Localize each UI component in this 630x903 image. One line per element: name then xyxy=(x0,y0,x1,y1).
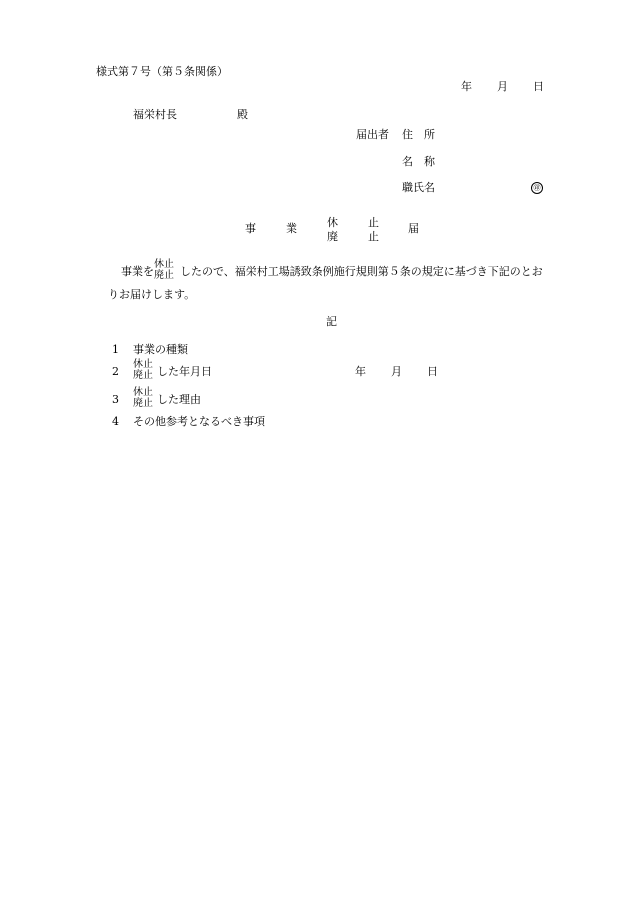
ki-heading: 記 xyxy=(326,315,337,328)
title-part-3: 届 xyxy=(408,222,419,235)
body-option-top: 休止 xyxy=(154,259,174,270)
item-2-day: 日 xyxy=(427,365,438,378)
item-2-month: 月 xyxy=(391,365,402,378)
item-2-number: 2 xyxy=(112,365,119,378)
item-4-number: 4 xyxy=(112,415,119,428)
body-suffix: したので、福栄村工場誘致条例施行規則第５条の規定に基づき下記のとお xyxy=(180,265,543,278)
applicant-address-label: 住 所 xyxy=(402,128,435,141)
applicant-title-name-label: 職氏名 xyxy=(402,181,435,194)
title-part-2: 業 xyxy=(286,222,297,235)
title-option-1 xyxy=(327,216,338,244)
seal-stamp: ㊞ xyxy=(531,182,543,194)
item-2-option-top: 休止 xyxy=(133,359,153,370)
applicant-name-label: 名 称 xyxy=(402,155,435,168)
item-1-number: 1 xyxy=(112,343,119,356)
title-option-top-1: 休 xyxy=(327,216,338,229)
date-year: 年 xyxy=(461,80,472,93)
title-part-1: 事 xyxy=(245,222,256,235)
applicant-label: 届出者 xyxy=(356,128,389,141)
title-option-bottom-2: 止 xyxy=(368,230,379,243)
title-option-top-2: 止 xyxy=(368,216,379,229)
item-3-option-top: 休止 xyxy=(133,387,153,398)
item-2-option-bottom: 廃止 xyxy=(133,370,153,381)
body-prefix: 事業を xyxy=(121,265,154,278)
item-2-suffix: した年月日 xyxy=(157,365,212,378)
item-4-label: その他参考となるべき事項 xyxy=(133,415,265,428)
item-2-year: 年 xyxy=(355,365,366,378)
item-1-label: 事業の種類 xyxy=(133,343,188,356)
item-3-suffix: した理由 xyxy=(157,393,201,406)
body-option xyxy=(154,259,174,281)
item-2-option xyxy=(133,359,153,381)
item-3-option xyxy=(133,387,153,409)
item-3-number: 3 xyxy=(112,393,119,406)
body-option-bottom: 廃止 xyxy=(154,270,174,281)
body-line-2: りお届けします。 xyxy=(108,288,196,301)
date-day: 日 xyxy=(533,80,544,93)
form-number: 様式第７号（第５条関係） xyxy=(96,65,228,78)
title-option-bottom-1: 廃 xyxy=(327,230,338,243)
item-3-option-bottom: 廃止 xyxy=(133,398,153,409)
date-month: 月 xyxy=(497,80,508,93)
title-option-2 xyxy=(368,216,379,244)
addressee-name: 福栄村長 xyxy=(133,108,177,121)
addressee-honorific: 殿 xyxy=(237,108,248,121)
